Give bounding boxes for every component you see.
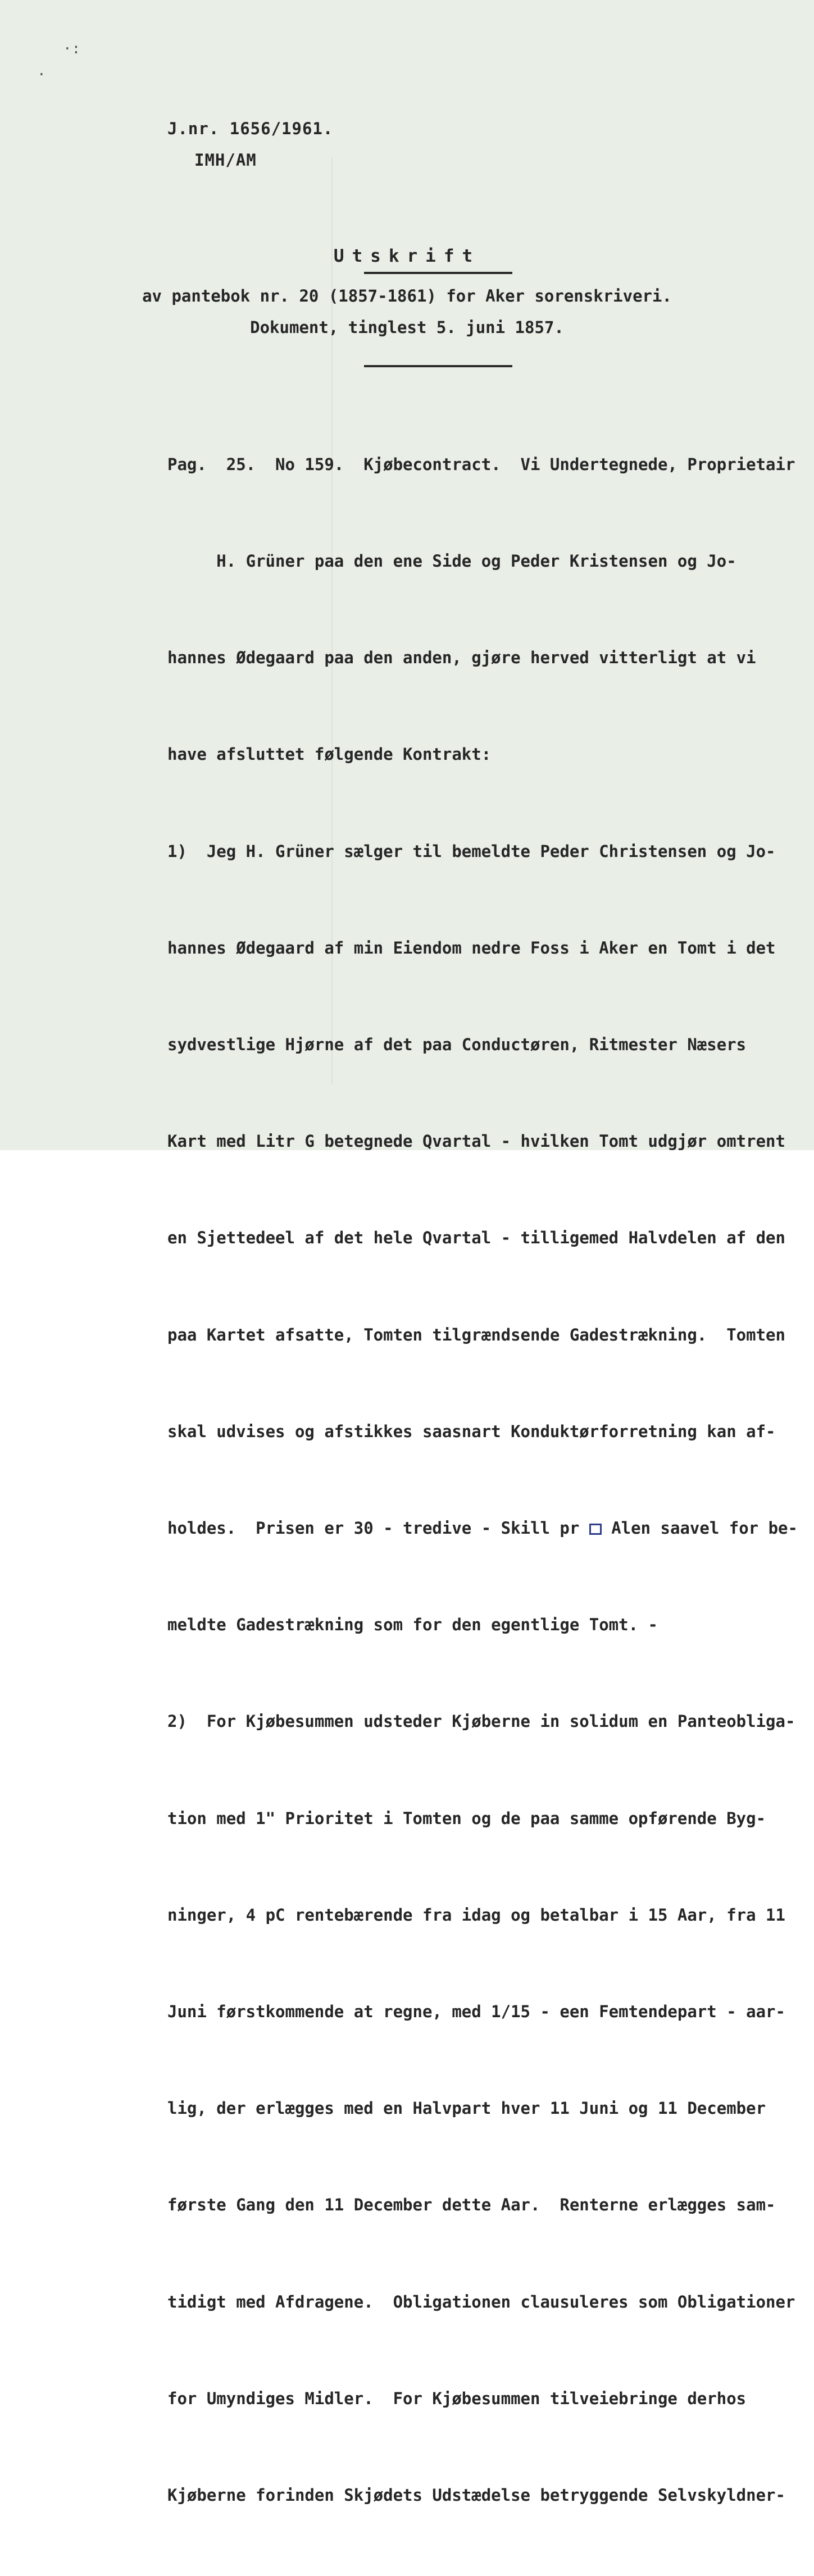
heading-underline xyxy=(364,272,512,274)
body-line: Pag. 25. No 159. Kjøbecontract. Vi Undertegnede, Proprietair xyxy=(167,454,795,474)
body-line: hannes Ødegaard af min Eiendom nedre Foss i Aker en Tomt i det xyxy=(167,938,776,958)
body-line: ninger, 4 pC rentebærende fra idag og betalbar i 15 Aar, fra 11 xyxy=(167,1905,785,1925)
body-line: sydvestlige Hjørne af det paa Conductøren, Ritmester Næsers xyxy=(167,1035,747,1055)
document-subtitle-date: Dokument, tinglest 5. juni 1857. xyxy=(250,318,564,337)
body-line: Juni førstkommende at regne, med 1/15 - een Femtendepart - aar- xyxy=(167,2002,785,2022)
body-line: første Gang den 11 December dette Aar. Renterne erlægges sam- xyxy=(167,2195,776,2215)
body-line-start: holdes. Prisen er 30 - tredive - Skill pr xyxy=(167,1519,589,1538)
body-line-end: Alen saavel for be- xyxy=(601,1519,798,1538)
body-line: for Umyndiges Midler. For Kjøbesummen tilveiebringe derhos xyxy=(167,2388,747,2408)
body-line: en Sjettedeel af det hele Qvartal - tilligemed Halvdelen af den xyxy=(167,1228,785,1248)
body-line: hannes Ødegaard paa den anden, gjøre herved vitterligt at vi xyxy=(167,648,756,668)
body-line: Kart med Litr G betegnede Qvartal - hvilken Tomt udgjør omtrent xyxy=(167,1132,785,1151)
square-unit-symbol xyxy=(589,1524,602,1535)
document-heading: Utskrift xyxy=(333,246,481,266)
body-line: meldte Gadestrækning som for den egentlige Tomt. - xyxy=(167,1615,658,1635)
document-subtitle-source: av pantebok nr. 20 (1857-1861) for Aker sorenskriveri. xyxy=(142,286,672,306)
body-line: Kjøberne forinden Skjødets Udstædelse betryggende Selvskyldner- xyxy=(167,2486,785,2505)
section-divider xyxy=(364,365,512,367)
body-line: tidigt med Afdragene. Obligationen clausuleres som Obligationer xyxy=(167,2292,795,2311)
body-line: tion med 1" Prioritet i Tomten og de paa samme opførende Byg- xyxy=(167,1808,766,1828)
body-line: have afsluttet følgende Kontrakt: xyxy=(167,745,492,764)
journal-initials: IMH/AM xyxy=(194,151,257,170)
corner-mark: · xyxy=(37,66,46,83)
journal-number: J.nr. 1656/1961. xyxy=(167,119,334,138)
corner-mark: ·: xyxy=(63,40,81,57)
body-line: lig, der erlægges med en Halvpart hver 11 Juni og 11 December xyxy=(167,2099,766,2118)
body-line: paa Kartet afsatte, Tomten tilgrændsende Gadestrækning. Tomten xyxy=(167,1325,785,1344)
body-line xyxy=(167,1512,802,1544)
body-line: skal udvises og afstikkes saasnart Konduktørforretning kan af- xyxy=(167,1421,776,1441)
body-line: H. Grüner paa den ene Side og Peder Kristensen og Jo- xyxy=(167,551,736,571)
document-body xyxy=(167,384,802,2576)
body-line: 2) For Kjøbesummen udsteder Kjøberne in solidum en Panteobliga- xyxy=(167,1712,795,1731)
body-line: 1) Jeg H. Grüner sælger til bemeldte Peder Christensen og Jo- xyxy=(167,841,776,861)
